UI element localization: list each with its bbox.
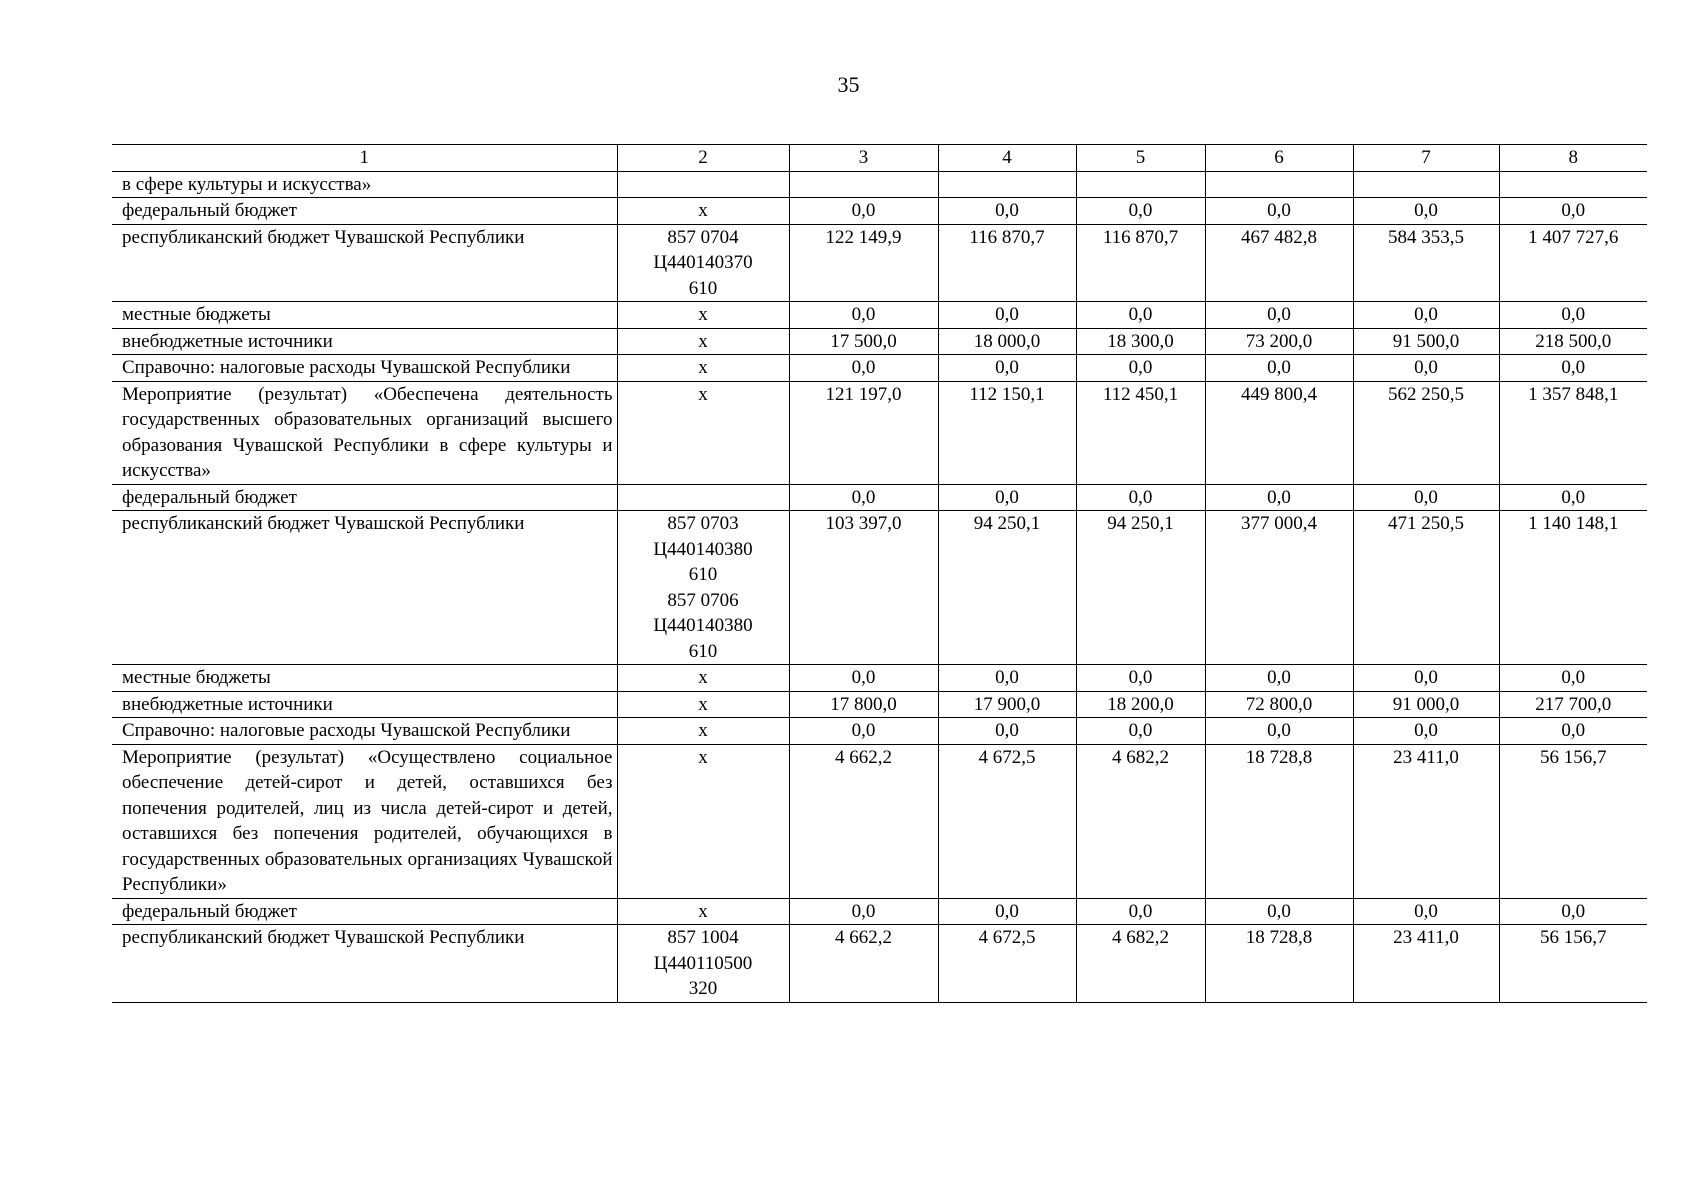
row-label: внебюджетные источники [112,691,617,718]
value-cell: 91 500,0 [1353,328,1499,355]
budget-code-line: х [698,667,708,688]
value-cell: 17 800,0 [789,691,938,718]
value-cell: 0,0 [1205,718,1353,745]
budget-code-line: х [698,304,708,325]
budget-code-cell [617,484,789,511]
budget-code-cell [617,224,789,302]
row-label: внебюджетные источники [112,328,617,355]
value-cell: 0,0 [1076,355,1205,382]
column-header: 6 [1205,145,1353,172]
value-cell: 0,0 [1499,198,1647,225]
value-cell: 0,0 [1076,198,1205,225]
value-cell: 18 728,8 [1205,744,1353,898]
value-cell: 18 728,8 [1205,925,1353,1003]
budget-code-line: х [698,330,708,352]
table-row [112,198,1647,225]
value-cell: 0,0 [1076,718,1205,745]
value-cell: 73 200,0 [1205,328,1353,355]
row-label: Справочно: налоговые расходы Чувашской Республики [112,718,617,745]
table-row [112,355,1647,382]
value-cell: 584 353,5 [1353,224,1499,302]
value-cell [1353,171,1499,198]
value-cell: 0,0 [938,198,1076,225]
value-cell: 0,0 [1499,302,1647,329]
budget-code-cell [617,898,789,925]
budget-code-line: 320 [688,978,718,999]
budget-code-cell [617,718,789,745]
row-label: местные бюджеты [112,302,617,329]
value-cell: 0,0 [1076,484,1205,511]
row-label: Справочно: налоговые расходы Чувашской Республики [112,355,617,382]
budget-code-line: х [698,357,708,378]
value-cell: 112 450,1 [1076,381,1205,484]
value-cell: 0,0 [938,718,1076,745]
value-cell: 0,0 [938,355,1076,382]
value-cell: 0,0 [789,665,938,692]
value-cell: 18 200,0 [1076,691,1205,718]
value-cell: 0,0 [1353,198,1499,225]
value-cell: 562 250,5 [1353,381,1499,484]
table-row [112,302,1647,329]
value-cell: 0,0 [789,355,938,382]
value-cell [1205,171,1353,198]
row-label: федеральный бюджет [112,484,617,511]
value-cell: 0,0 [1205,355,1353,382]
value-cell: 23 411,0 [1353,925,1499,1003]
table-row [112,171,1647,198]
budget-code-line: Ц440140370 [653,252,753,273]
value-cell: 116 870,7 [1076,224,1205,302]
value-cell: 0,0 [1205,198,1353,225]
value-cell: 0,0 [1499,898,1647,925]
budget-code-line: Ц440140380 [653,538,753,560]
budget-code-cell [617,925,789,1003]
value-cell: 0,0 [1205,484,1353,511]
value-cell [938,171,1076,198]
value-cell: 0,0 [1499,665,1647,692]
value-cell: 0,0 [789,198,938,225]
table-body [112,171,1647,1002]
budget-code-line: 857 0704 [667,226,739,248]
value-cell: 0,0 [789,302,938,329]
value-cell: 112 150,1 [938,381,1076,484]
value-cell: 0,0 [789,898,938,925]
table-row [112,328,1647,355]
value-cell [789,171,938,198]
column-header: 1 [112,145,617,172]
value-cell: 0,0 [938,302,1076,329]
table-row [112,381,1647,484]
budget-code-line: 610 [688,564,718,585]
value-cell: 0,0 [1076,898,1205,925]
value-cell: 116 870,7 [938,224,1076,302]
budget-code-cell [617,691,789,718]
value-cell: 23 411,0 [1353,744,1499,898]
budget-code-cell [617,328,789,355]
value-cell: 122 149,9 [789,224,938,302]
budget-code-line: х [698,693,708,715]
table-row [112,224,1647,302]
value-cell: 0,0 [1353,718,1499,745]
value-cell: 91 000,0 [1353,691,1499,718]
budget-code-cell [617,302,789,329]
table-row [112,925,1647,1003]
table-row [112,511,1647,665]
table-row [112,665,1647,692]
value-cell: 0,0 [1353,665,1499,692]
value-cell: 1 357 848,1 [1499,381,1647,484]
budget-code-line: х [698,746,708,768]
row-label: местные бюджеты [112,665,617,692]
table-row [112,484,1647,511]
value-cell: 4 672,5 [938,744,1076,898]
budget-code-line: х [698,720,708,741]
value-cell: 4 672,5 [938,925,1076,1003]
value-cell: 218 500,0 [1499,328,1647,355]
row-label: Мероприятие (результат) «Обеспечена деятельность государственных образовательных организаций высшего образования Чувашской Республики в сфере культуры и искусства» [112,381,617,484]
column-header: 4 [938,145,1076,172]
value-cell: 94 250,1 [1076,511,1205,665]
value-cell: 0,0 [938,665,1076,692]
value-cell: 0,0 [1353,898,1499,925]
column-header: 5 [1076,145,1205,172]
budget-code-cell [617,511,789,665]
value-cell: 56 156,7 [1499,925,1647,1003]
budget-code-cell [617,355,789,382]
value-cell: 0,0 [1205,665,1353,692]
value-cell: 0,0 [1353,484,1499,511]
row-label: федеральный бюджет [112,898,617,925]
value-cell [1499,171,1647,198]
value-cell: 0,0 [1499,718,1647,745]
value-cell: 4 662,2 [789,744,938,898]
value-cell: 56 156,7 [1499,744,1647,898]
value-cell: 18 300,0 [1076,328,1205,355]
budget-code-line: 857 0703 [667,513,739,534]
row-label: в сфере культуры и искусства» [112,171,617,198]
budget-code-cell [617,171,789,198]
budget-code-line: 610 [688,640,718,662]
row-label: республиканский бюджет Чувашской Республики [112,925,617,1003]
column-number-row [112,145,1647,172]
value-cell [1076,171,1205,198]
value-cell: 0,0 [1076,665,1205,692]
column-header: 2 [617,145,789,172]
budget-code-cell [617,665,789,692]
value-cell: 103 397,0 [789,511,938,665]
value-cell: 0,0 [1353,355,1499,382]
value-cell: 4 662,2 [789,925,938,1003]
column-header: 3 [789,145,938,172]
table-row [112,718,1647,745]
value-cell: 72 800,0 [1205,691,1353,718]
budget-code-line: 857 1004 [667,927,739,948]
value-cell: 0,0 [1205,898,1353,925]
value-cell: 0,0 [1205,302,1353,329]
table-row [112,744,1647,898]
budget-code-line: Ц440110500 [653,952,753,974]
value-cell: 1 407 727,6 [1499,224,1647,302]
budget-code-line: 857 0706 [667,589,739,611]
value-cell: 449 800,4 [1205,381,1353,484]
budget-table [112,144,1647,1003]
value-cell: 0,0 [938,898,1076,925]
budget-code-line: х [698,383,708,405]
column-header: 8 [1499,145,1647,172]
table-row [112,898,1647,925]
budget-code-cell [617,381,789,484]
value-cell: 18 000,0 [938,328,1076,355]
row-label: республиканский бюджет Чувашской Республики [112,224,617,302]
value-cell: 1 140 148,1 [1499,511,1647,665]
page-number: 35 [837,72,860,97]
row-label: республиканский бюджет Чувашской Республики [112,511,617,665]
value-cell: 471 250,5 [1353,511,1499,665]
value-cell: 0,0 [1499,484,1647,511]
budget-code-cell [617,744,789,898]
value-cell: 4 682,2 [1076,744,1205,898]
budget-code-line: 610 [688,277,718,299]
budget-code-cell [617,198,789,225]
value-cell: 17 900,0 [938,691,1076,718]
budget-code-line: х [698,200,708,221]
column-header: 7 [1353,145,1499,172]
table-row [112,691,1647,718]
budget-code-line: Ц440140380 [653,615,753,636]
budget-code-line: х [698,900,708,922]
value-cell: 0,0 [1076,302,1205,329]
value-cell: 0,0 [1353,302,1499,329]
row-label: федеральный бюджет [112,198,617,225]
value-cell: 377 000,4 [1205,511,1353,665]
value-cell: 0,0 [938,484,1076,511]
value-cell: 0,0 [1499,355,1647,382]
value-cell: 467 482,8 [1205,224,1353,302]
value-cell: 121 197,0 [789,381,938,484]
value-cell: 17 500,0 [789,328,938,355]
value-cell: 94 250,1 [938,511,1076,665]
value-cell: 0,0 [789,484,938,511]
row-label: Мероприятие (результат) «Осуществлено социальное обеспечение детей-сирот и детей, оставшихся без попечения родителей, лиц из числа детей-сирот и детей, оставшихся без попечения родителей, обучающихся в государственных образовательных организациях Чувашской Республики» [112,744,617,898]
value-cell: 0,0 [789,718,938,745]
value-cell: 217 700,0 [1499,691,1647,718]
value-cell: 4 682,2 [1076,925,1205,1003]
